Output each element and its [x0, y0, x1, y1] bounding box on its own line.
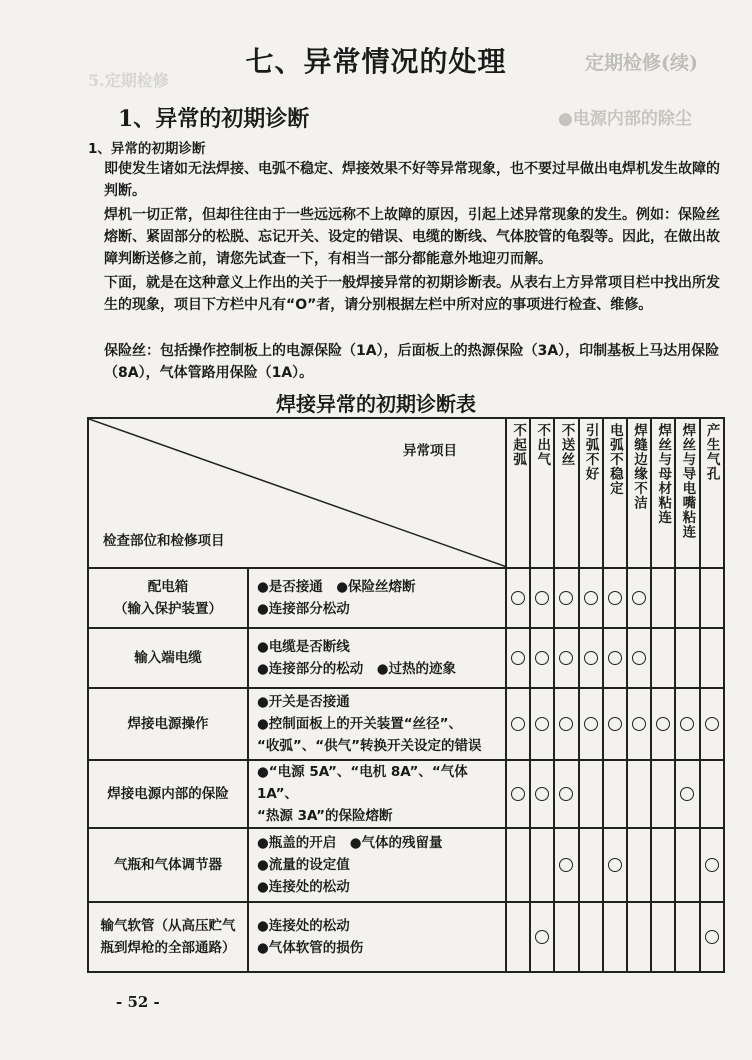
- mark-cell: [700, 628, 724, 688]
- mark-cell: [700, 688, 724, 760]
- check-item-text: ●连接部分的松动 ●过热的迹象: [257, 661, 457, 677]
- check-part-label: 配电箱: [147, 579, 189, 595]
- table-row: [88, 760, 724, 828]
- mark-cell: [506, 628, 530, 688]
- mark-cell: [675, 688, 699, 760]
- check-item-text: ●开关是否接通: [257, 694, 350, 710]
- section-title: 1、异常的初期诊断: [118, 106, 310, 132]
- mark-cell: [675, 628, 699, 688]
- mark-cell: [506, 688, 530, 760]
- mark-cell: [554, 828, 578, 902]
- check-item-text: ●气体软管的损伤: [257, 940, 364, 956]
- circle-mark-icon: [656, 717, 670, 731]
- mark-cell: [603, 628, 627, 688]
- mark-cell: [530, 688, 554, 760]
- circle-mark-icon: [632, 651, 646, 665]
- mark-cell: [651, 688, 675, 760]
- mark-cell: [579, 628, 603, 688]
- mark-cell: [554, 902, 578, 972]
- check-items-cell: [248, 568, 506, 628]
- mark-cell: [627, 688, 651, 760]
- check-part-cell: [88, 760, 248, 828]
- circle-mark-icon: [535, 930, 549, 944]
- check-part-cell: [88, 688, 248, 760]
- bleed-through-left-heading: 5.定期检修: [88, 71, 169, 90]
- table-corner-cell: [88, 418, 506, 568]
- check-items-cell: [248, 688, 506, 760]
- chapter-title: 七、异常情况的处理: [245, 45, 507, 78]
- mark-cell: [627, 760, 651, 828]
- paragraph-2: 焊机一切正常，但却往往由于一些远远称不上故障的原因，引起上述异常现象的发生。例如：保险丝熔断、紧固部分的松脱、忘记开关、设定的错误、电缆的断线、气体胶管的龟裂等。因此，在做出故障判断送修之前，请您先试查一下，有相当一部分都能意外地迎刃而解。: [104, 207, 720, 267]
- circle-mark-icon: [559, 717, 573, 731]
- check-item-text: “热源 3A”的保险熔断: [257, 808, 393, 824]
- check-items-cell: [248, 628, 506, 688]
- mark-cell: [651, 828, 675, 902]
- check-part-label: 瓶到焊枪的全部通路）: [100, 940, 236, 956]
- mark-cell: [700, 568, 724, 628]
- paragraph-4: 保险丝：包括操作控制板上的电源保险（1A），后面板上的热源保险（3A），印制基板上马达用保险（8A），气体管路用保险（1A）。: [104, 343, 720, 381]
- mark-cell: [603, 828, 627, 902]
- mark-cell: [651, 628, 675, 688]
- circle-mark-icon: [559, 591, 573, 605]
- mark-cell: [700, 902, 724, 972]
- check-item-text: ●电缆是否断线: [257, 639, 350, 655]
- circle-mark-icon: [535, 717, 549, 731]
- check-item-text: ●“电源 5A”、“电机 8A”、“气体 1A”、: [257, 764, 468, 802]
- check-item-text: ●连接部分松动: [257, 601, 350, 617]
- mark-cell: [506, 568, 530, 628]
- circle-mark-icon: [608, 651, 622, 665]
- column-header: 电弧不稳定: [603, 418, 627, 568]
- mark-cell: [554, 628, 578, 688]
- column-header: 不送丝: [554, 418, 578, 568]
- table-row: [88, 828, 724, 902]
- mark-cell: [603, 568, 627, 628]
- table-row: [88, 902, 724, 972]
- mark-cell: [506, 902, 530, 972]
- table-row: [88, 688, 724, 760]
- circle-mark-icon: [705, 930, 719, 944]
- circle-mark-icon: [705, 858, 719, 872]
- mark-cell: [579, 688, 603, 760]
- circle-mark-icon: [584, 651, 598, 665]
- mark-cell: [675, 760, 699, 828]
- check-item-text: ●流量的设定值: [257, 857, 350, 873]
- table-row: [88, 568, 724, 628]
- circle-mark-icon: [559, 787, 573, 801]
- mark-cell: [603, 902, 627, 972]
- bleed-through-heading: 定期检修(续): [585, 52, 698, 74]
- mark-cell: [627, 828, 651, 902]
- table-header-row: [88, 418, 724, 568]
- column-header: 焊缝边缘不洁: [627, 418, 651, 568]
- circle-mark-icon: [632, 717, 646, 731]
- check-item-text: ●连接处的松动: [257, 879, 350, 895]
- column-header: 产生气孔: [700, 418, 724, 568]
- check-item-text: “收弧”、“供气”转换开关设定的错误: [257, 738, 482, 754]
- page-number: - 52 -: [116, 993, 160, 1011]
- circle-mark-icon: [608, 591, 622, 605]
- check-part-label: 输入端电缆: [134, 650, 202, 666]
- check-items-cell: [248, 902, 506, 972]
- circle-mark-icon: [511, 787, 525, 801]
- mark-cell: [530, 760, 554, 828]
- column-header: 不起弧: [506, 418, 530, 568]
- mark-cell: [506, 760, 530, 828]
- corner-label-abnormal-items: 异常项目: [403, 443, 457, 459]
- mark-cell: [579, 568, 603, 628]
- check-part-cell: [88, 568, 248, 628]
- check-item-text: ●连接处的松动: [257, 918, 350, 934]
- mark-cell: [675, 828, 699, 902]
- paragraph-3: 下面，就是在这种意义上作出的关于一般焊接异常的初期诊断表。从表右上方异常项目栏中找出所发生的现象，项目下方栏中凡有“O”者，请分别根据左栏中所对应的事项进行检查、维修。: [104, 275, 720, 313]
- mark-cell: [579, 902, 603, 972]
- circle-mark-icon: [680, 717, 694, 731]
- check-part-cell: [88, 828, 248, 902]
- circle-mark-icon: [511, 591, 525, 605]
- circle-mark-icon: [535, 787, 549, 801]
- mark-cell: [530, 828, 554, 902]
- circle-mark-icon: [632, 591, 646, 605]
- mark-cell: [627, 628, 651, 688]
- circle-mark-icon: [680, 787, 694, 801]
- check-items-cell: [248, 760, 506, 828]
- mark-cell: [506, 828, 530, 902]
- check-item-text: ●瓶盖的开启 ●气体的残留量: [257, 835, 443, 851]
- mark-cell: [651, 902, 675, 972]
- mark-cell: [579, 760, 603, 828]
- corner-label-check-items: 检查部位和检修项目: [103, 533, 225, 549]
- check-part-cell: [88, 902, 248, 972]
- check-part-label: 气瓶和气体调节器: [114, 857, 222, 873]
- mark-cell: [554, 760, 578, 828]
- circle-mark-icon: [511, 651, 525, 665]
- diagnosis-table: [87, 417, 725, 973]
- circle-mark-icon: [535, 591, 549, 605]
- mark-cell: [675, 568, 699, 628]
- column-header: 不出气: [530, 418, 554, 568]
- column-header: 焊丝与导电嘴粘连: [675, 418, 699, 568]
- check-part-label: （输入保护装置）: [114, 601, 222, 617]
- circle-mark-icon: [584, 591, 598, 605]
- mark-cell: [700, 828, 724, 902]
- check-part-label: 焊接电源内部的保险: [107, 786, 229, 802]
- mark-cell: [530, 902, 554, 972]
- paragraph-1: 即使发生诸如无法焊接、电弧不稳定、焊接效果不好等异常现象，也不要过早做出电焊机发生故障的判断。: [104, 161, 720, 199]
- circle-mark-icon: [511, 717, 525, 731]
- mark-cell: [651, 568, 675, 628]
- circle-mark-icon: [584, 717, 598, 731]
- mark-cell: [627, 568, 651, 628]
- mark-cell: [700, 760, 724, 828]
- check-item-text: ●控制面板上的开关装置“丝径”、: [257, 716, 463, 732]
- mark-cell: [675, 902, 699, 972]
- mark-cell: [579, 828, 603, 902]
- mark-cell: [603, 760, 627, 828]
- circle-mark-icon: [559, 858, 573, 872]
- mark-cell: [554, 568, 578, 628]
- mark-cell: [530, 568, 554, 628]
- table-title: 焊接异常的初期诊断表: [276, 392, 476, 416]
- check-part-label: 输气软管（从高压贮气: [100, 918, 236, 934]
- mark-cell: [603, 688, 627, 760]
- check-part-label: 焊接电源操作: [127, 716, 209, 732]
- check-part-cell: [88, 628, 248, 688]
- sub-title: 1、异常的初期诊断: [88, 141, 206, 157]
- mark-cell: [651, 760, 675, 828]
- circle-mark-icon: [608, 717, 622, 731]
- check-items-cell: [248, 828, 506, 902]
- mark-cell: [554, 688, 578, 760]
- bleed-through-subheading: ●电源内部的除尘: [558, 109, 692, 129]
- circle-mark-icon: [705, 717, 719, 731]
- column-header: 引弧不好: [579, 418, 603, 568]
- mark-cell: [530, 628, 554, 688]
- circle-mark-icon: [559, 651, 573, 665]
- check-item-text: ●是否接通 ●保险丝熔断: [257, 579, 416, 595]
- circle-mark-icon: [535, 651, 549, 665]
- table-row: [88, 628, 724, 688]
- circle-mark-icon: [608, 858, 622, 872]
- mark-cell: [627, 902, 651, 972]
- column-header: 焊丝与母材粘连: [651, 418, 675, 568]
